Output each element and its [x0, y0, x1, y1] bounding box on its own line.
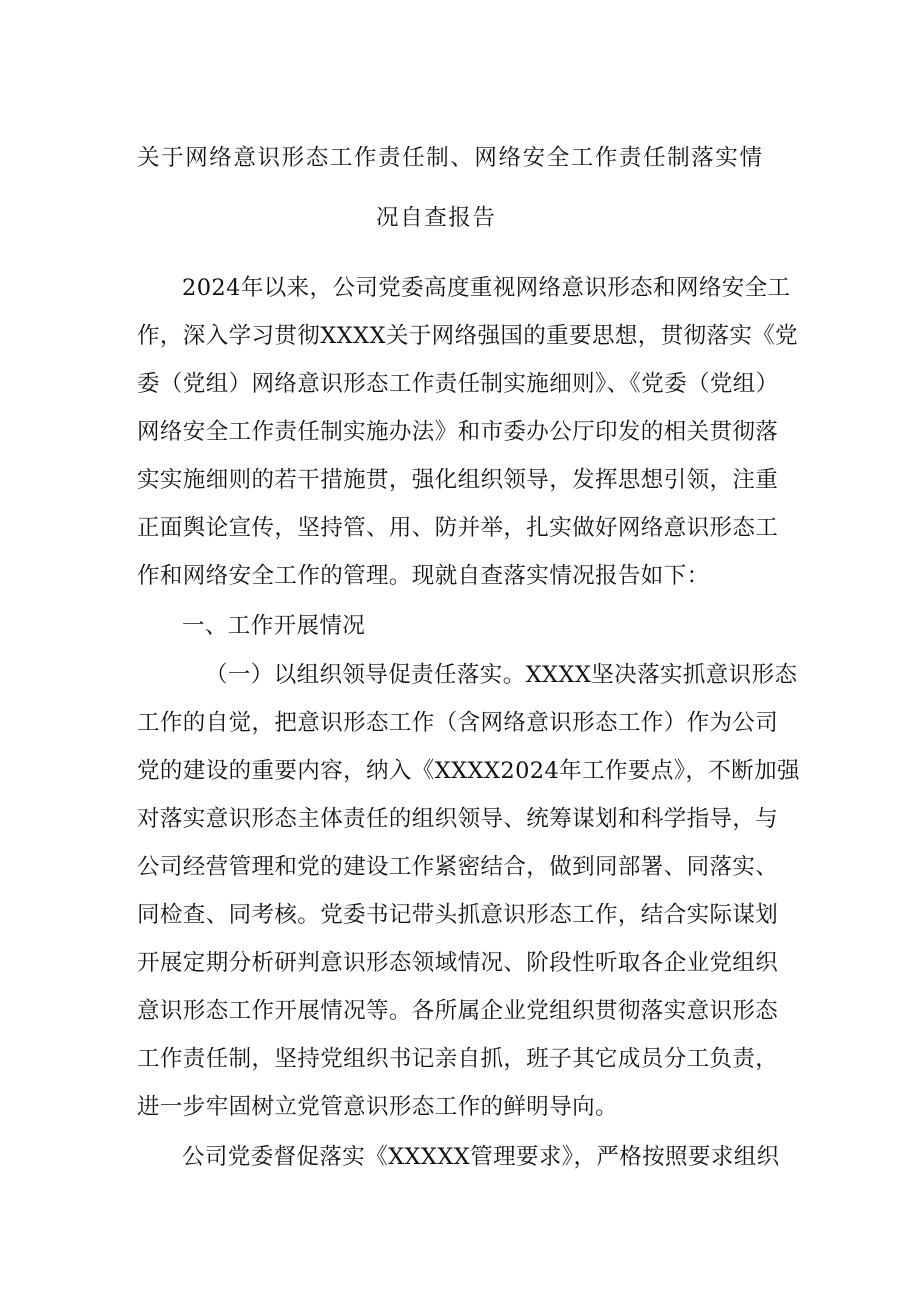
- paragraph-line: 作，深入学习贯彻XXXX关于网络强国的重要思想，贯彻落实《党: [137, 323, 799, 349]
- paragraph-line: 委（党组）网络意识形态工作责任制实施细则》、《党委（党组）: [137, 371, 779, 397]
- paragraph-line: 工作责任制，坚持党组织书记亲自抓，班子其它成员分工负责，: [137, 1046, 779, 1072]
- paragraph-line: 公司党委督促落实《XXXXX管理要求》，严格按照要求组织: [182, 1144, 780, 1170]
- paragraph-line: 实实施细则的若干措施贯，强化组织领导，发挥思想引领，注重: [137, 467, 779, 493]
- paragraph-line: 对落实意识形态主体责任的组织领导、统筹谋划和科学指导，与: [137, 806, 779, 832]
- paragraph-line: 开展定期分析研判意识形态领域情况、阶段性听取各企业党组织: [137, 950, 779, 976]
- paragraph-line: 意识形态工作开展情况等。各所属企业党组织贯彻落实意识形态: [137, 998, 779, 1024]
- paragraph-line: 党的建设的重要内容，纳入《XXXX2024年工作要点》，不断加强: [137, 758, 800, 784]
- paragraph-line: 工作的自觉，把意识形态工作（含网络意识形态工作）作为公司: [137, 710, 779, 736]
- section-heading: 一、工作开展情况: [182, 613, 366, 639]
- paragraph-line: 公司经营管理和党的建设工作紧密结合，做到同部署、同落实、: [137, 854, 779, 880]
- paragraph-line: 2024年以来，公司党委高度重视网络意识形态和网络安全工: [182, 275, 791, 301]
- paragraph-line: 进一步牢固树立党管意识形态工作的鲜明导向。: [137, 1094, 618, 1120]
- report-title-line-2: 况自查报告: [376, 205, 497, 231]
- report-title-line-1: 关于网络意识形态工作责任制、网络安全工作责任制落实情: [137, 145, 764, 171]
- paragraph-line: 网络安全工作责任制实施办法》和市委办公厅印发的相关贯彻落: [137, 419, 779, 445]
- subsection-heading-line: （一）以组织领导促责任落实。XXXX坚决落实抓意识形态: [205, 662, 798, 688]
- paragraph-line: 同检查、同考核。党委书记带头抓意识形态工作，结合实际谋划: [137, 902, 779, 928]
- paragraph-line: 正面舆论宣传，坚持管、用、防并举，扎实做好网络意识形态工: [137, 515, 779, 541]
- paragraph-line: 作和网络安全工作的管理。现就自查落实情况报告如下：: [137, 563, 710, 589]
